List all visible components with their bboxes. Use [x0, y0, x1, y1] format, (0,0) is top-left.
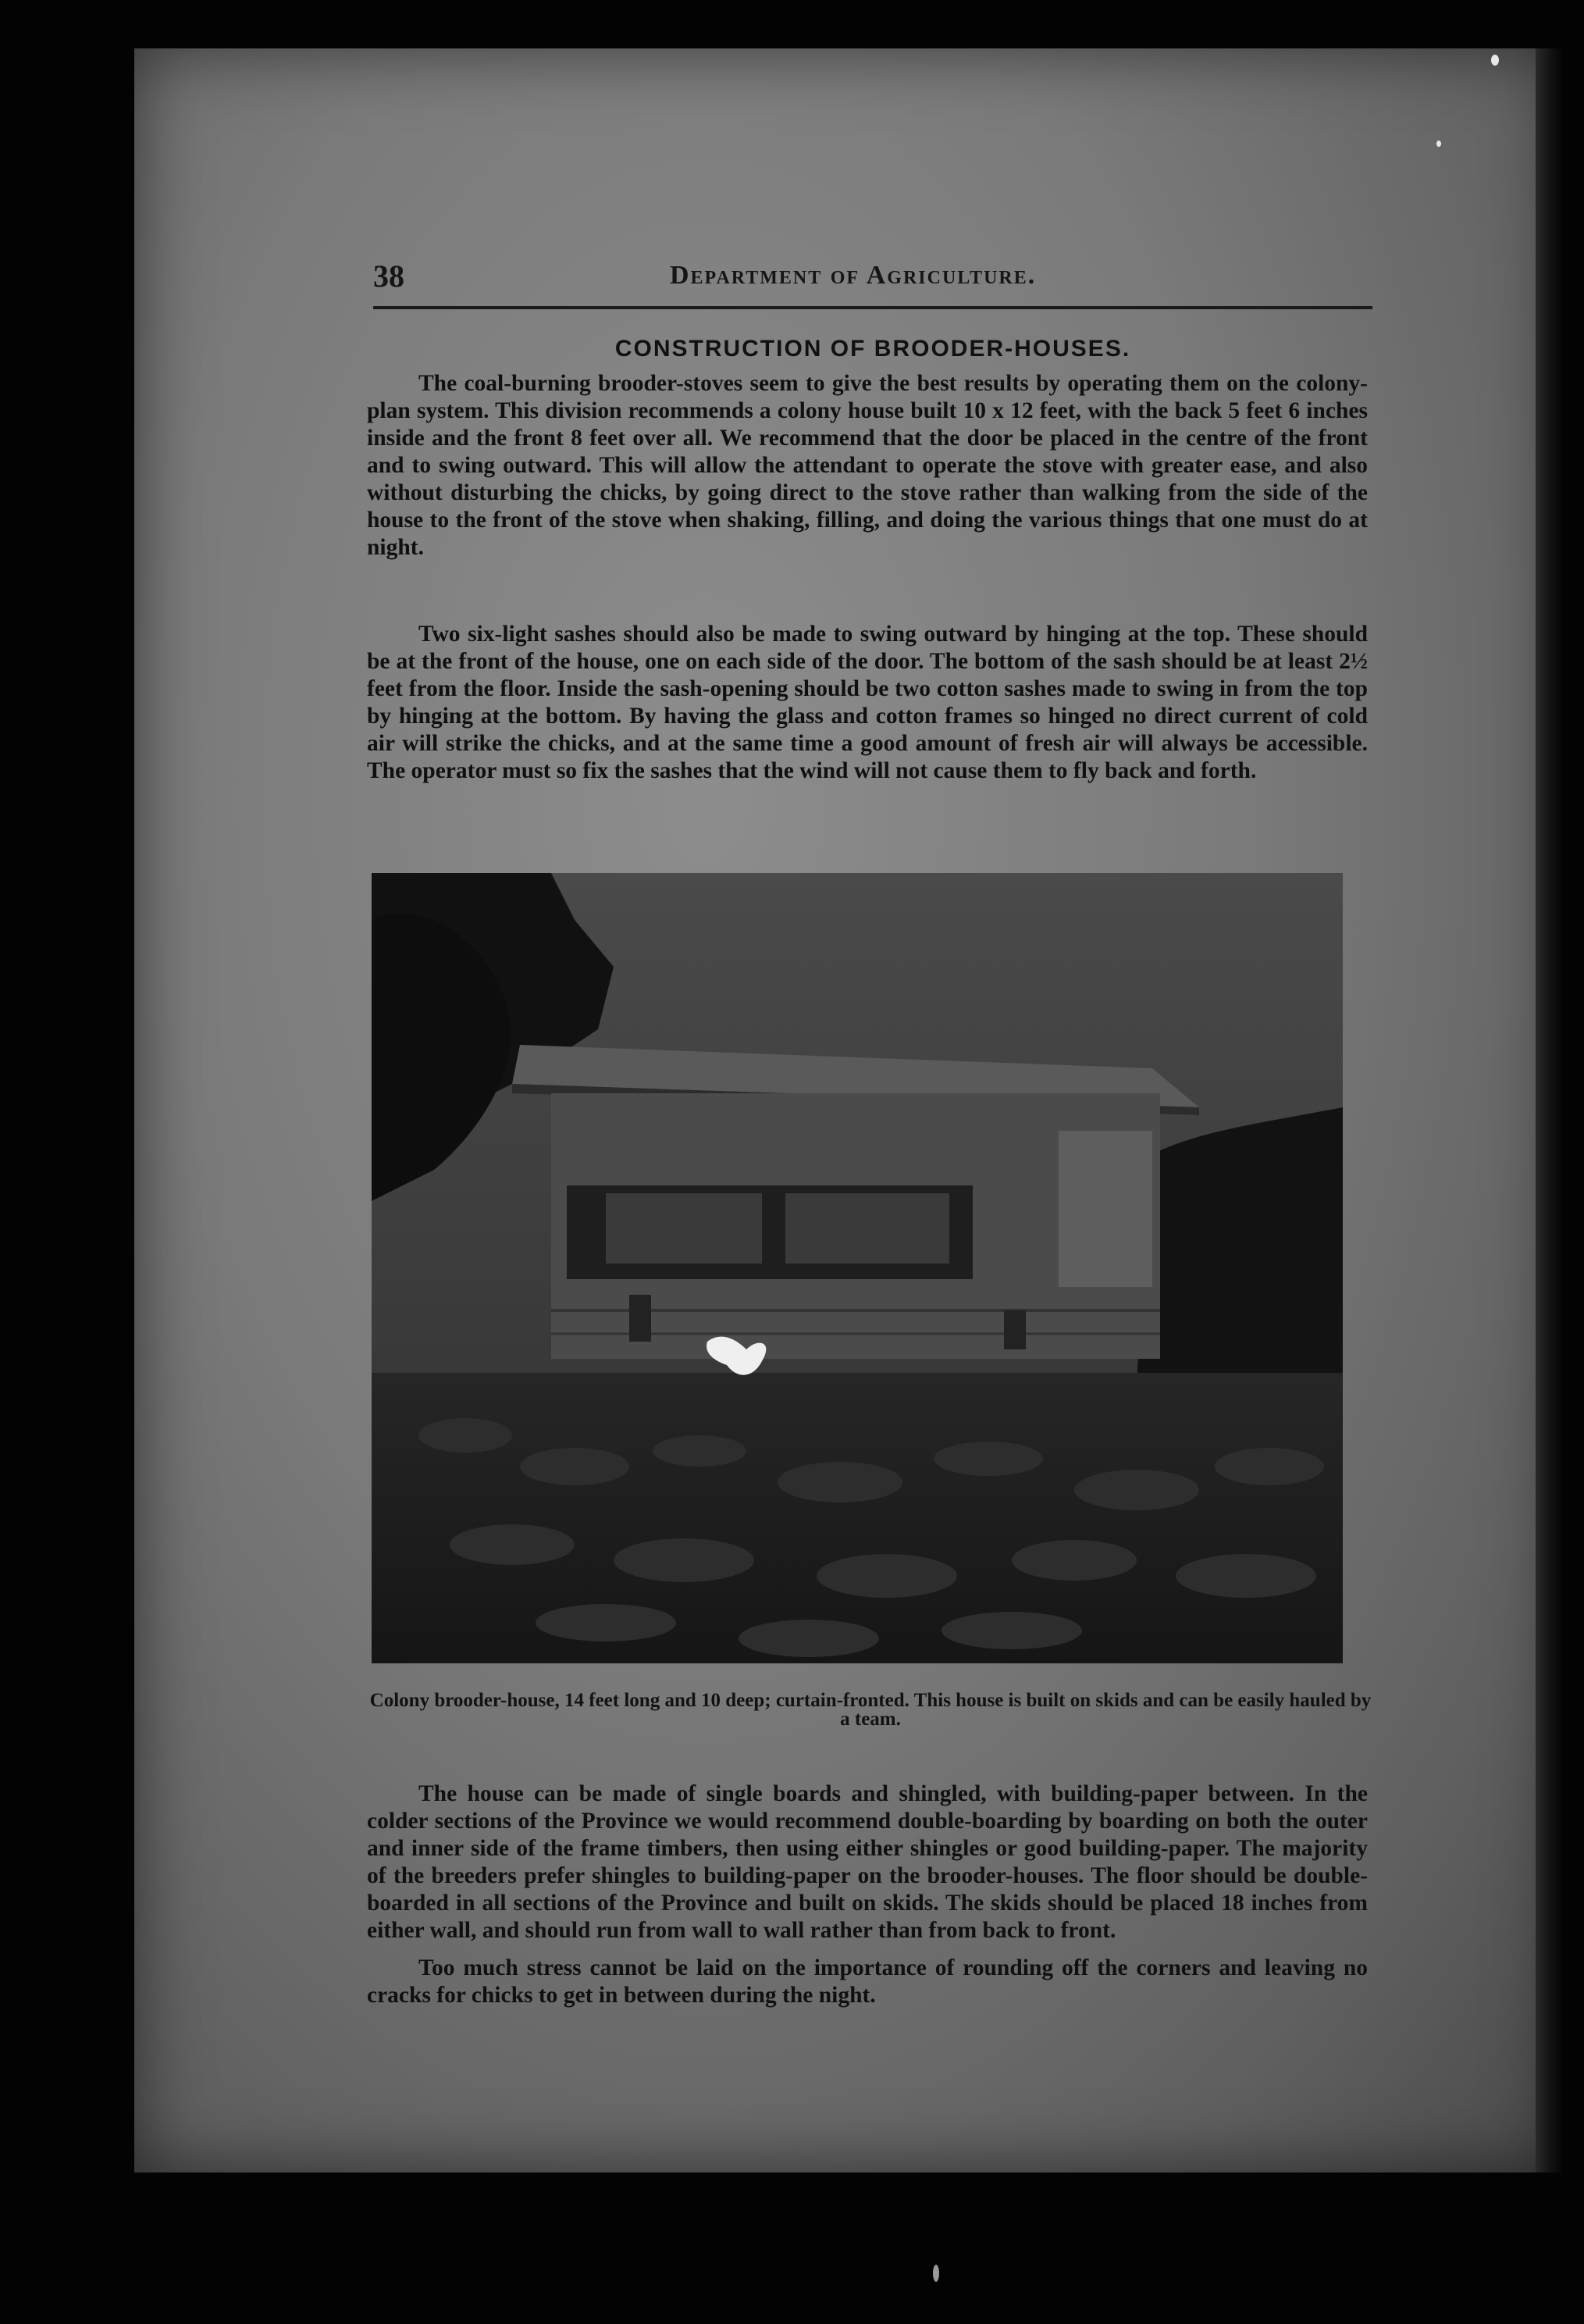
scan-speck	[1491, 55, 1499, 66]
paragraph-boarding: The house can be made of single boards and shingled, with building-paper between. In the colder sections of the Province we would recommend double-boarding by boarding on both the outer and inner side of the frame timbers, then using either shingles or good building-paper. The majority of the breeders prefer shingles to building-paper on the brooder-houses. The floor should be double-boarded in all sections of the Province and built on skids. The skids should be placed 18 inches from either wall, and should run from wall to wall rather than from back to front.	[367, 1781, 1368, 1943]
section-title: CONSTRUCTION OF BROODER-HOUSES.	[614, 336, 1131, 362]
scan-speck	[933, 2265, 939, 2282]
photo-illustration	[372, 873, 1343, 1663]
header-rule	[373, 306, 1372, 309]
page-edge-shadow	[1536, 48, 1562, 2173]
running-title: Department of Agriculture.	[670, 261, 1037, 290]
paragraph-stoves: The coal-burning brooder-stoves seem to give the best results by operating them on the colony-plan system. This division recommends a colony house built 10 x 12 feet, with the back 5 feet 6 inches inside and the front 8 feet over all. We recommend that the door be placed in the centre of the front and to swing outward. This will allow the attendant to operate the stove with greater ease, and also without disturbing the chicks, by going direct to the stove rather than walking from the side of the house to the front of the stove when shaking, filling, and doing the various things that one must do at night.	[367, 371, 1368, 560]
brooder-house-photo	[372, 873, 1343, 1663]
page-number: 38	[373, 258, 404, 294]
scan-speck	[1436, 141, 1441, 147]
paragraph-sashes: Two six-light sashes should also be made to swing outward by hinging at the top. These should be at the front of the house, one on each side of the door. The bottom of the sash should be at least 2½ feet from the floor. Inside the sash-opening should be two cotton sashes made to swing in from the top by hinging at the bottom. By having the glass and cotton frames so hinged no direct current of cold air will strike the chicks, and at the same time a good amount of fresh air will always be accessible. The operator must so fix the sashes that the wind will not cause them to fly back and forth.	[367, 622, 1368, 783]
page-header	[373, 258, 1380, 297]
paragraph-corners: Too much stress cannot be laid on the importance of rounding off the corners and leaving no cracks for chicks to get in between during the night.	[367, 1955, 1368, 2008]
figure-caption: Colony brooder-house, 14 feet long and 10 deep; curtain-fronted. This house is built on skids and can be easily hauled by a team.	[369, 1690, 1372, 1730]
